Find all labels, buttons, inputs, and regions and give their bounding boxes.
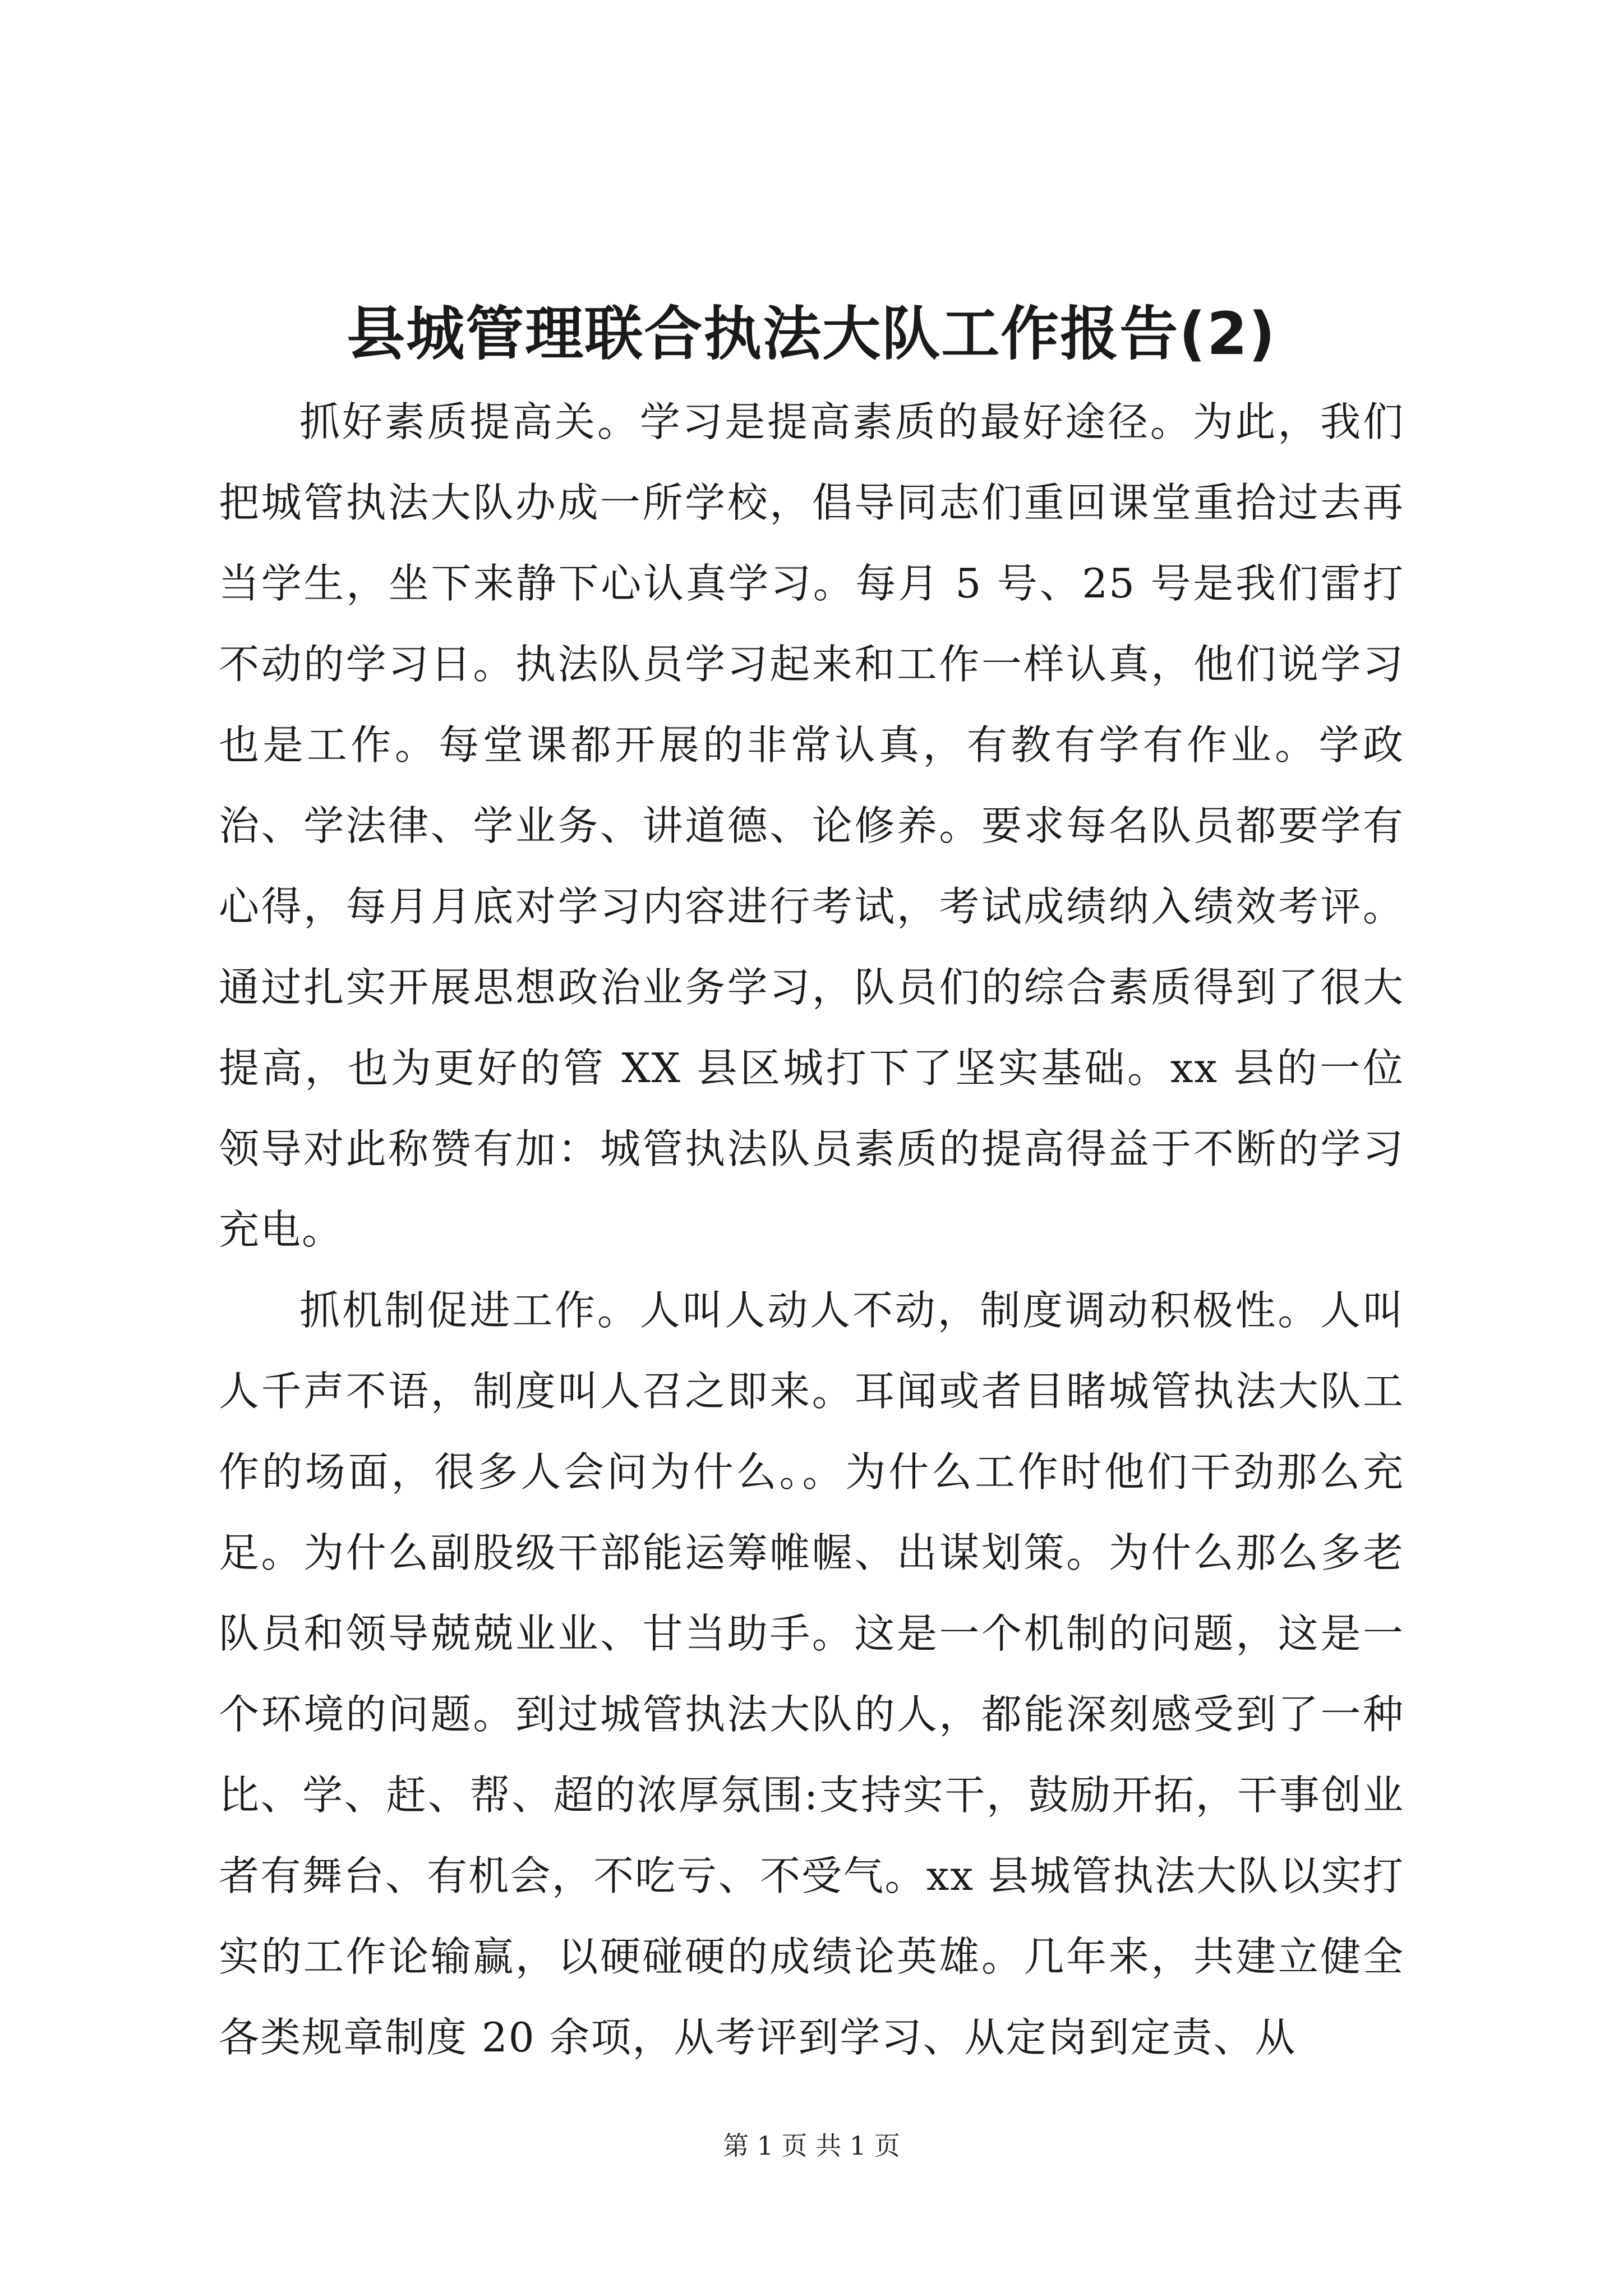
paragraph-mechanism: 抓机制促进工作。人叫人动人不动，制度调动积极性。人叫人千声不语，制度叫人召之即来。耳闻或者目睹城管执法大队工作的场面，很多人会问为什么。。为什么工作时他们干劲那么充足。为什么副股级干部能运筹帷幄、出谋划策。为什么那么多老队员和领导兢兢业业、甘当助手。这是一个机制的问题，这是一个环境的问题。到过城管执法大队的人，都能深刻感受到了一种比、学、赶、帮、超的浓厚氛围:支持实干，鼓励开拓，干事创业者有舞台、有机会，不吃亏、不受气。xx 县城管执法大队以实打实的工作论输赢，以硬碰硬的成绩论英雄。几年来，共建立健全各类规章制度 20 余项，从考评到学习、从定岗到定责、从 — [219, 1287, 1404, 2061]
paragraph-quality: 抓好素质提高关。学习是提高素质的最好途径。为此，我们把城管执法大队办成一所学校，倡导同志们重回课堂重拾过去再当学生，坐下来静下心认真学习。每月 5 号、25 号是我们雷打不动的学习日。执法队员学习起来和工作一样认真，他们说学习也是工作。每堂课都开展的非常认真，有教有学有作业。学政治、学法律、学业务、讲道德、论修养。要求每名队员都要学有心得，每月月底对学习内容进行考试，考试成绩纳入绩效考评。通过扎实开展思想政治业务学习，队员们的综合素质得到了很大提高，也为更好的管 XX 县区城打下了坚实基础。xx 县的一位领导对此称赞有加：城管执法队员素质的提高得益于不断的学习充电。 — [219, 398, 1404, 1253]
document-title: 县城管理联合执法大队工作报告(2) — [347, 300, 1276, 368]
document-body — [219, 381, 1404, 2078]
page-footer — [0, 2129, 1623, 2162]
page-number: 第 1 页 共 1 页 — [723, 2131, 900, 2161]
